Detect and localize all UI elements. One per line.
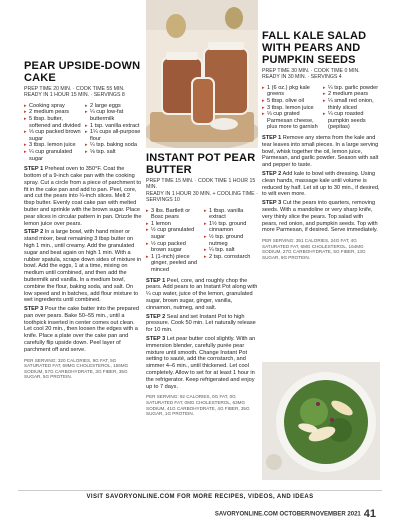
step: STEP 2 Add kale to bowl with dressing. Using clean hands, massage kale until volume is reduced by half. Let sit up to 30 min., if desired, to wilt even more. <box>262 170 380 198</box>
step: STEP 3 Pour the cake batter into the prepared pan over pears. Bake 50–55 min., until a toothpick inserted in center comes out clean. Let cool 20 min., then loosen the edges with a knife. Place a plate over the cake pan and carefully flip upside down. Peel layer of parchment off and serve. <box>24 306 139 353</box>
recipe-meta: PREP TIME 20 MIN. · COOK TIME 55 MIN. READY IN 1 HOUR 15 MIN. · SERVINGS 8 <box>24 86 125 99</box>
ingredient: ▸ ½ cup granulated sugar <box>146 227 200 240</box>
ingredients-left <box>262 85 319 131</box>
ingredient: ▸ 1¼ cups all-purpose flour <box>85 129 142 142</box>
ingredient: ▸ Cooking spray <box>24 103 81 110</box>
nutrition-info: PER SERVING: 320 CALORIES, 9G FAT, 5G SATURATED FAT, 69MG CHOLESTEROL, 156MG SODIUM, 57G CARBOHYDRATE, 3G FIBER, 35G SUGAR, 5G PROTEIN. <box>24 357 129 380</box>
kale-salad-photo <box>262 362 380 480</box>
ingredient: ▸ 5 tbsp. olive oil <box>262 98 319 105</box>
ingredient: ▸ ¼ tsp. garlic powder <box>323 85 380 92</box>
pear-butter-photo <box>146 0 258 148</box>
ingredients <box>146 208 258 274</box>
ingredient: ▸ ¼ cup granulated sugar <box>24 149 81 162</box>
ingredient: ▸ ¼ cup low-fat buttermilk <box>85 109 142 122</box>
ingredients-right <box>323 85 380 131</box>
step: STEP 2 In a large bowl, with hand mixer or stand mixer, beat remaining 3 tbsp butter on high 1 min., until creamy. Add the granulated sugar and beat again on high 1 min. With a rubber spatula, scrape down sides of mixture in bowl. Add the eggs, 1 at a time, mixing on medium until combined, and then add the buttermilk and vanilla. In a medium bowl, combine the flour, baking soda, and salt. On low speed and in batches, add flour mixture to wet ingredients until combined. <box>24 229 142 304</box>
recipe-meta: PREP TIME 15 MIN. · COOK TIME 1 HOUR 15 MIN. READY IN 1 HOUR 30 MIN. + COOLING TIME · SERVINGS 10 <box>146 178 258 204</box>
ingredient: ▸ 3 tbsp. lemon juice <box>262 105 319 112</box>
ingredient: ▸ 1 (1-inch) piece ginger, peeled and minced <box>146 254 200 274</box>
ingredient: ▸ ⅓ cup grated Parmesan cheese, plus more to garnish <box>262 111 319 131</box>
ingredients-right <box>85 103 142 162</box>
footer-tagline: VISIT SAVORYONLINE.COM FOR MORE RECIPES, VIDEOS, AND IDEAS <box>86 494 314 500</box>
instructions <box>262 135 380 234</box>
step: STEP 1 Peel, core, and roughly chop the pears. Add pears to an Instant Pot along with ¼ cup water, juice of the lemon, granulated sugar, brown sugar, ginger, vanilla, cinnamon, nutmeg, and salt. <box>146 277 258 311</box>
ingredient: ▸ 2 medium pears <box>24 109 81 116</box>
ingredient: ▸ ⅛ tsp. salt <box>85 149 142 156</box>
ingredient: ▸ 2 medium pears <box>323 91 380 98</box>
ingredient: ▸ ¼ tsp. baking soda <box>85 142 142 149</box>
ingredients <box>262 85 380 131</box>
ingredient: ▸ 3 tbsp. lemon juice <box>24 142 81 149</box>
step: STEP 1 Remove any stems from the kale and tear leaves into small pieces. In a large serving bowl, whisk together the oil, lemon juice, Parmesan, and garlic powder. Season with salt and pepper to taste. <box>262 134 379 169</box>
page-folio <box>215 508 376 520</box>
page-number: 41 <box>363 508 376 520</box>
ingredient: ▸ 2 tsp. cornstarch <box>204 254 258 261</box>
ingredient: ▸ 1 lemon <box>146 221 200 228</box>
step: STEP 3 Cut the pears into quarters, removing seeds. With a mandoline or very sharp knife, very thinly slice the pears. Top salad with pears, red onion, and pumpkin seeds. Top with more Parmesan, if desired. Serve immediately. <box>262 200 378 234</box>
ingredient: ▸ 1 (6 oz.) pkg kale greens <box>262 85 319 98</box>
recipe-title: PEAR UPSIDE-DOWN CAKE <box>24 60 141 84</box>
ingredient: ▸ 1 tbsp. vanilla extract <box>204 208 258 221</box>
ingredient: ▸ ¼ cup roasted pumpkin seeds (pepitas) <box>323 111 380 131</box>
step: STEP 3 Let pear butter cool slightly. With an immersion blender, carefully purée pear mixture until smooth. Change Instant Pot setting to sauté, add the cornstarch, and simmer 4–6 min., until thickened. Let cool completely. Allow to set for at least 1 hour in the refrigerator. Keep refrigerated and enjoy up to 7 days. <box>146 335 256 390</box>
recipe-pear-butter <box>146 0 258 417</box>
step: STEP 1 Preheat oven to 350°F. Coat the bottom of a 9-inch cake pan with the cooking spray. Cut a circle from a piece of parchment to fit in the cake pan and add to pan. Peel, core, and cut the pears into ¼-inch slices. Melt 2 tbsp butter. Evenly coat cake pan with melted butter and sprinkle with the brown sugar. Place pear slices in circular pattern in pan. Drizzle the lemon juice over pears. <box>24 166 142 227</box>
ingredients <box>24 103 142 162</box>
recipe-kale-salad <box>262 30 380 261</box>
folio-site: SAVORYONLINE.COM OCTOBER/NOVEMBER 2021 <box>214 511 361 518</box>
footer-divider <box>18 490 382 491</box>
ingredient: ▸ 5 tbsp. butter, softened and divided <box>24 116 81 129</box>
ingredients-left <box>24 103 81 162</box>
ingredient: ▸ ⅓ cup packed brown sugar <box>24 129 81 142</box>
ingredient: ▸ 2 large eggs <box>85 103 142 110</box>
ingredient: ▸ 1 tsp. vanilla extract <box>85 123 142 130</box>
instructions <box>146 278 258 391</box>
ingredients-left <box>146 208 200 274</box>
nutrition-info: PER SERVING: 351 CALORIES, 24G FAT, 4G SATURATED FAT, 6MG CHOLESTEROL, 164MG SODIUM, 27G CARBOHYDRATE, 5G FIBER, 13G SUGAR, 9G PROTEIN. <box>262 238 366 260</box>
instructions <box>24 166 142 354</box>
ingredient: ▸ ½ tsp. ground nutmeg <box>204 234 258 247</box>
recipe-pear-cake <box>24 60 142 380</box>
ingredients-right <box>204 208 258 274</box>
nutrition-info: PER SERVING: 92 CALORIES, 0G FAT, 0G SATURATED FAT, 0MG CHOLESTEROL, 63MG SODIUM, 41G CARBOHYDRATE, 4G FIBER, 35G SUGAR, 1G PROTEIN. <box>146 394 250 417</box>
recipe-title: FALL KALE SALAD WITH PEARS AND PUMPKIN SEEDS <box>262 30 367 66</box>
ingredient: ▸ ¼ tsp. salt <box>204 247 258 254</box>
recipe-title: INSTANT POT PEAR BUTTER <box>146 152 256 176</box>
ingredient: ▸ 1½ tsp. ground cinnamon <box>204 221 258 234</box>
recipe-meta: PREP TIME 30 MIN. · COOK TIME 0 MIN. READY IN 30 MIN. · SERVINGS 4 <box>262 68 360 81</box>
ingredient: ▸ ¼ small red onion, thinly sliced <box>323 98 380 111</box>
ingredient: ▸ ½ cup packed brown sugar <box>146 241 200 254</box>
ingredient: ▸ 3 lbs. Bartlett or Bosc pears <box>146 208 200 221</box>
step: STEP 2 Seal and set Instant Pot to high pressure. Cook 50 min. Let naturally release for 10 min. <box>146 313 256 334</box>
